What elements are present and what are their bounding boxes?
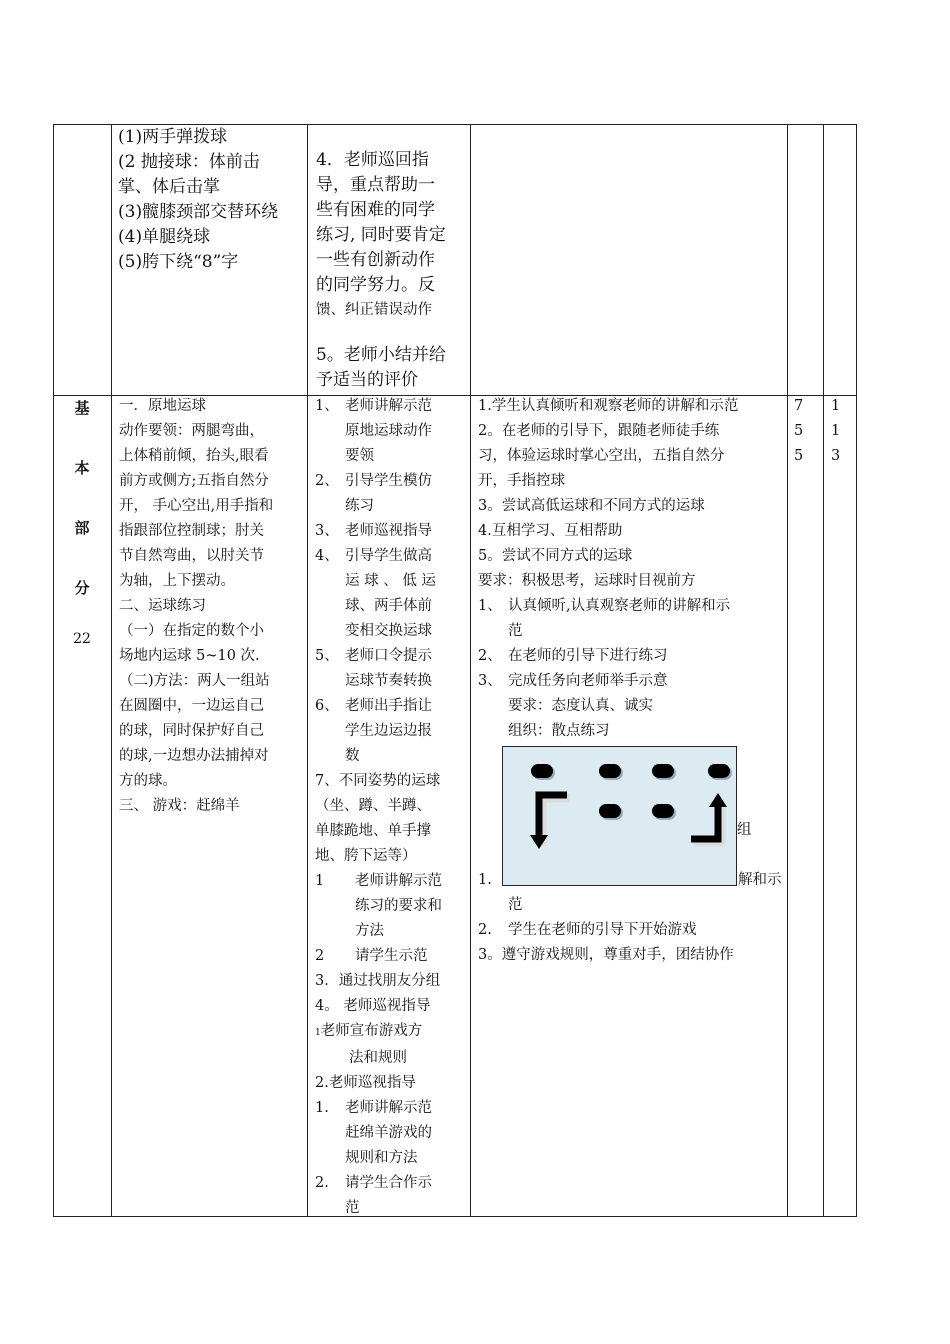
content-line: 节自然弯曲，以肘关节	[119, 548, 264, 564]
item-line: 认真倾听,认真观察老师的讲解和示	[508, 598, 731, 614]
item-number: 1、	[478, 598, 502, 614]
col-divider	[307, 125, 308, 1216]
student-line	[478, 918, 697, 943]
teacher-line: 3．通过找朋友分组	[315, 973, 441, 989]
warmup-item: (3)髋膝颈部交替环绕	[118, 202, 279, 222]
teacher-line: 单膝跪地、单手撑	[315, 823, 431, 839]
section-char: 基	[74, 399, 90, 417]
guidance-line: 一些有创新动作	[316, 250, 435, 270]
teacher-line: 4。 老师巡视指导	[315, 998, 431, 1014]
section-char: 部	[74, 519, 90, 537]
teacher-item	[315, 519, 463, 544]
student-line: 1.学生认真倾听和观察老师的讲解和示范	[478, 398, 739, 414]
content-line: 三、 游戏：赶绵羊	[119, 798, 240, 814]
guidance-line: 练习, 同时要肯定	[316, 225, 446, 245]
content-line: 开， 手心空出,用手指和	[119, 498, 274, 514]
content-line: 前方或侧方;五指自然分	[119, 473, 269, 489]
item-number: 1、	[315, 398, 339, 414]
teacher-item	[315, 644, 463, 694]
student-line-fragment: 1.	[478, 872, 492, 888]
content-line: 为轴，上下摆动。	[119, 573, 235, 589]
student-line: 开，手指控球	[478, 473, 565, 489]
item-line: 在老师的引导下进行练习	[508, 648, 668, 664]
warmup-item: (1)两手弹拨球	[118, 127, 228, 147]
student-line: 3。遵守游戏规则，尊重对手，团结协作	[478, 947, 734, 963]
guidance-line: 的同学努力。反	[316, 275, 435, 295]
item-line: 老师讲解示范	[345, 398, 432, 414]
item-number: 3、	[478, 673, 502, 689]
item-line: 规则和方法	[345, 1150, 418, 1166]
item-line: 练习的要求和	[355, 898, 442, 914]
student-line: 要求：积极思考，运球时目视前方	[478, 573, 696, 589]
student-item	[478, 644, 780, 669]
guidance-line: 馈、纠正错误动作	[316, 302, 432, 318]
student-item	[478, 594, 780, 644]
content-line: 一．原地运球	[119, 398, 206, 414]
arrow-up-right-icon	[691, 793, 727, 842]
time-value: 7	[794, 398, 804, 414]
time-value: 5	[794, 448, 804, 464]
teacher-item	[315, 694, 463, 769]
teacher-item	[315, 394, 463, 469]
spacer	[316, 323, 446, 343]
student-line: 4.互相学习、互相帮助	[478, 523, 623, 539]
reps-value: 3	[831, 448, 841, 464]
item-line: 原地运球动作	[345, 423, 432, 439]
warmup-item: (2 抛接球：体前击	[118, 152, 260, 172]
item-number: 2、	[478, 648, 502, 664]
movement-arrows	[503, 747, 738, 887]
item-line: 请学生示范	[355, 948, 428, 964]
guidance-line: 些有困难的同学	[316, 200, 435, 220]
student-line: 2。在老师的引导下，跟随老师徒手练	[478, 423, 720, 439]
item-number: 2、	[315, 473, 339, 489]
student-column	[478, 394, 780, 744]
student-line-fragment: 解和示	[738, 872, 782, 888]
guidance-line: 4．老师巡回指	[316, 150, 429, 170]
item-number: 2.	[315, 1175, 329, 1191]
item-line: 老师出手指让	[345, 698, 432, 714]
time-column	[794, 394, 803, 469]
section-char: 分	[74, 579, 90, 597]
teacher-line: 地、胯下运等）	[315, 848, 417, 864]
content-line: 指跟部位控制球；肘关	[119, 523, 264, 539]
teacher-item	[315, 544, 463, 644]
time-value: 5	[794, 423, 804, 439]
teacher-line: 7、不同姿势的运球	[315, 773, 441, 789]
item-number: 2	[315, 948, 325, 964]
student-line: 习，体验运球时掌心空出，五指自然分	[478, 448, 725, 464]
teacher-guidance-top	[316, 148, 446, 393]
content-line: （一）在指定的数个小	[119, 623, 264, 639]
warmup-item: (4)单腿绕球	[118, 227, 211, 247]
reps-value: 1	[831, 423, 841, 439]
teacher-line: 法和规则	[349, 1050, 407, 1066]
item-line: 变相交换运球	[345, 623, 432, 639]
student-item	[478, 669, 780, 694]
item-line: 老师口令提示	[345, 648, 432, 664]
content-line: 在圆圈中，一边运自己	[119, 698, 264, 714]
item-line: 老师讲解示范	[355, 873, 442, 889]
item-line: 老师讲解示范	[345, 1100, 432, 1116]
student-line: 组织：散点练习	[508, 723, 610, 739]
warmup-item: (5)胯下绕“8”字	[118, 252, 239, 272]
section-duration: 22	[73, 631, 91, 647]
teacher-line: （坐、蹲、半蹲、	[315, 798, 431, 814]
teacher-item	[315, 869, 463, 944]
item-line: 要领	[345, 448, 374, 464]
summary-line: 予适当的评价	[316, 370, 418, 390]
item-line: 方法	[355, 923, 384, 939]
item-line: 引导学生模仿	[345, 473, 432, 489]
item-line: 完成任务向老师举手示意	[508, 673, 668, 689]
item-number: 1	[315, 873, 325, 889]
teacher-item	[315, 1096, 463, 1171]
item-number: 4、	[315, 548, 339, 564]
content-line: 场地内运球 5~10 次.	[119, 648, 260, 664]
teacher-line	[315, 1019, 463, 1046]
content-line: 方的球。	[119, 773, 177, 789]
item-line: 请学生合作示	[345, 1175, 432, 1191]
item-line: 运球节奏转换	[345, 673, 432, 689]
item-line: 球、两手体前	[345, 598, 432, 614]
item-line: 范	[345, 1200, 360, 1216]
col-divider	[111, 125, 112, 1216]
item-number: 3、	[315, 523, 339, 539]
warmup-list	[118, 125, 278, 275]
student-line: 3。尝试高低运球和不同方式的运球	[478, 498, 705, 514]
content-line: 的球，同时保护好自己	[119, 723, 264, 739]
item-line: 范	[508, 623, 523, 639]
summary-line: 5。老师小结并给	[316, 345, 446, 365]
content-line: （二)方法：两人一组站	[119, 673, 270, 689]
col-divider	[470, 125, 471, 1216]
student-line-fragment: 组	[737, 822, 752, 838]
item-line: 老师宣布游戏方	[320, 1023, 423, 1039]
item-line: 引导学生做高	[345, 548, 432, 564]
col-divider	[823, 125, 824, 1216]
item-line: 学生边运边报	[345, 723, 432, 739]
arrow-down-left-icon	[530, 795, 570, 849]
content-line: 二、运球练习	[119, 598, 206, 614]
student-line-fragment: 范	[508, 897, 523, 913]
item-number: 6、	[315, 698, 339, 714]
warmup-item: 掌、体后击掌	[118, 177, 220, 197]
content-line: 动作要领：两腿弯曲，	[119, 423, 264, 439]
student-line: 要求：态度认真、诚实	[508, 698, 653, 714]
col-divider	[787, 125, 788, 1216]
student-line: 5。尝试不同方式的运球	[478, 548, 633, 564]
reps-column	[831, 394, 840, 469]
teacher-line: 2.老师巡视指导	[315, 1075, 416, 1091]
item-number: 5、	[315, 648, 339, 664]
teacher-item	[315, 469, 463, 519]
item-number: 2.	[478, 922, 492, 938]
section-label	[54, 397, 110, 647]
item-line: 赶绵羊游戏的	[345, 1125, 432, 1141]
item-line: 老师巡视指导	[345, 523, 432, 539]
content-line: 上体稍前倾，抬头,眼看	[119, 448, 269, 464]
teacher-column	[315, 394, 463, 1221]
teacher-item	[315, 1171, 463, 1221]
item-number: 1.	[315, 1100, 329, 1116]
field-diagram	[502, 746, 737, 886]
content-column	[119, 394, 299, 819]
item-line: 数	[345, 748, 360, 764]
teacher-item	[315, 944, 463, 969]
item-line: 运 球 、 低 运	[345, 573, 436, 589]
guidance-line: 导，重点帮助一	[316, 175, 435, 195]
item-number: 1	[315, 1028, 321, 1038]
item-line: 练习	[345, 498, 374, 514]
section-char: 本	[74, 459, 90, 477]
reps-value: 1	[831, 398, 841, 414]
content-line: 的球,一边想办法捕掉对	[119, 748, 269, 764]
item-line: 学生在老师的引导下开始游戏	[508, 922, 697, 938]
